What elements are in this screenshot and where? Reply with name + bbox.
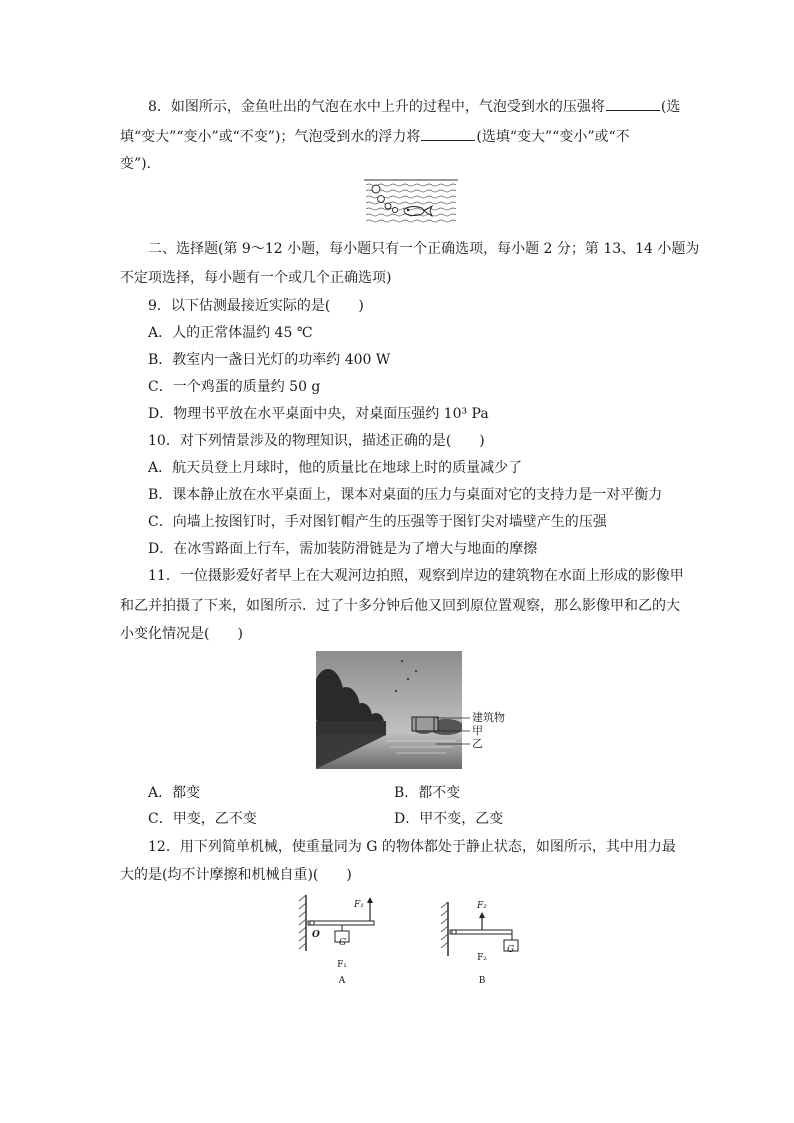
- q9-option-b[interactable]: B．教室内一盏日光灯的功率约 400 W: [148, 352, 391, 368]
- q8-line1: 8．如图所示，金鱼吐出的气泡在水中上升的过程中，气泡受到水的压强将 (选: [148, 96, 680, 117]
- fig-b-caption: B: [478, 976, 486, 986]
- fig-a-weight-label: G: [339, 938, 347, 948]
- label-jia: 甲: [472, 724, 483, 737]
- section2-heading-line2: 不定项选择，每小题有一个或几个正确选项): [120, 270, 392, 286]
- q12-line2: 大的是(均不计摩擦和机械自重)( ): [120, 867, 352, 883]
- q8-line2: 填“变大”“变小”或“不变”)；气泡受到水的浮力将 (选填“变大”“变小”或“不: [120, 126, 630, 147]
- fig-a-pivot-label: O: [312, 930, 320, 940]
- q8-answer-blank-2[interactable]: [421, 126, 475, 141]
- fig-b-caption-force: F₂: [477, 953, 487, 963]
- fig-a-caption-force: F₁: [337, 960, 347, 970]
- q10-stem: 10．对下列情景涉及的物理知识，描述正确的是( ): [148, 433, 485, 449]
- fig-a-force-label: F₁: [354, 900, 364, 910]
- fig-b-weight-label: G: [507, 945, 515, 955]
- section2-heading-line1: 二、选择题(第 9～12 小题，每小题只有一个正确选项，每小题 2 分；第 13、14 小题为: [148, 241, 700, 257]
- photo-pointer-lines: [436, 712, 470, 752]
- q12-line1: 12．用下列简单机械，使重量同为 G 的物体都处于静止状态，如图所示，其中用力最: [148, 839, 676, 855]
- q9-option-a[interactable]: A．人的正常体温约 45 ℃: [148, 325, 313, 341]
- q11-option-c[interactable]: C．甲变，乙不变: [148, 811, 257, 827]
- q9-option-d[interactable]: D．物理书平放在水平桌面中央，对桌面压强约 10³ Pa: [148, 406, 489, 422]
- fig-b-force-top-label: F₂: [477, 901, 487, 911]
- fig-a-caption: A: [338, 976, 346, 986]
- goldfish-bubbles-figure: [364, 179, 458, 229]
- q11-option-b[interactable]: B．都不变: [394, 785, 461, 801]
- q10-option-b[interactable]: B．课本静止放在水平桌面上，课本对桌面的压力与桌面对它的支持力是一对平衡力: [148, 487, 663, 503]
- q11-option-a[interactable]: A．都变: [148, 785, 201, 801]
- q11-line2: 和乙并拍摄了下来，如图所示．过了十多分钟后他又回到原位置观察，那么影像甲和乙的大: [120, 598, 680, 614]
- q11-line3: 小变化情况是( ): [120, 626, 243, 642]
- label-yi: 乙: [472, 737, 483, 750]
- q8-answer-blank-1[interactable]: [606, 96, 660, 111]
- q9-option-c[interactable]: C．一个鸡蛋的质量约 50 g: [148, 379, 321, 395]
- q10-option-c[interactable]: C．向墙上按图钉时，手对图钉帽产生的压强等于图钉尖对墙壁产生的压强: [148, 514, 607, 530]
- q10-option-a[interactable]: A．航天员登上月球时，他的质量比在地球上时的质量减少了: [148, 460, 523, 476]
- q8-line3: 变”)．: [120, 156, 161, 172]
- q11-line1: 11．一位摄影爱好者早上在大观河边拍照，观察到岸边的建筑物在水面上形成的影像甲: [148, 568, 684, 584]
- q10-option-d[interactable]: D．在冰雪路面上行车，需加装防滑链是为了增大与地面的摩擦: [148, 541, 538, 557]
- label-building: 建筑物: [472, 711, 505, 724]
- q11-option-d[interactable]: D．甲不变，乙变: [394, 811, 504, 827]
- q9-stem: 9．以下估测最接近实际的是( ): [148, 298, 364, 314]
